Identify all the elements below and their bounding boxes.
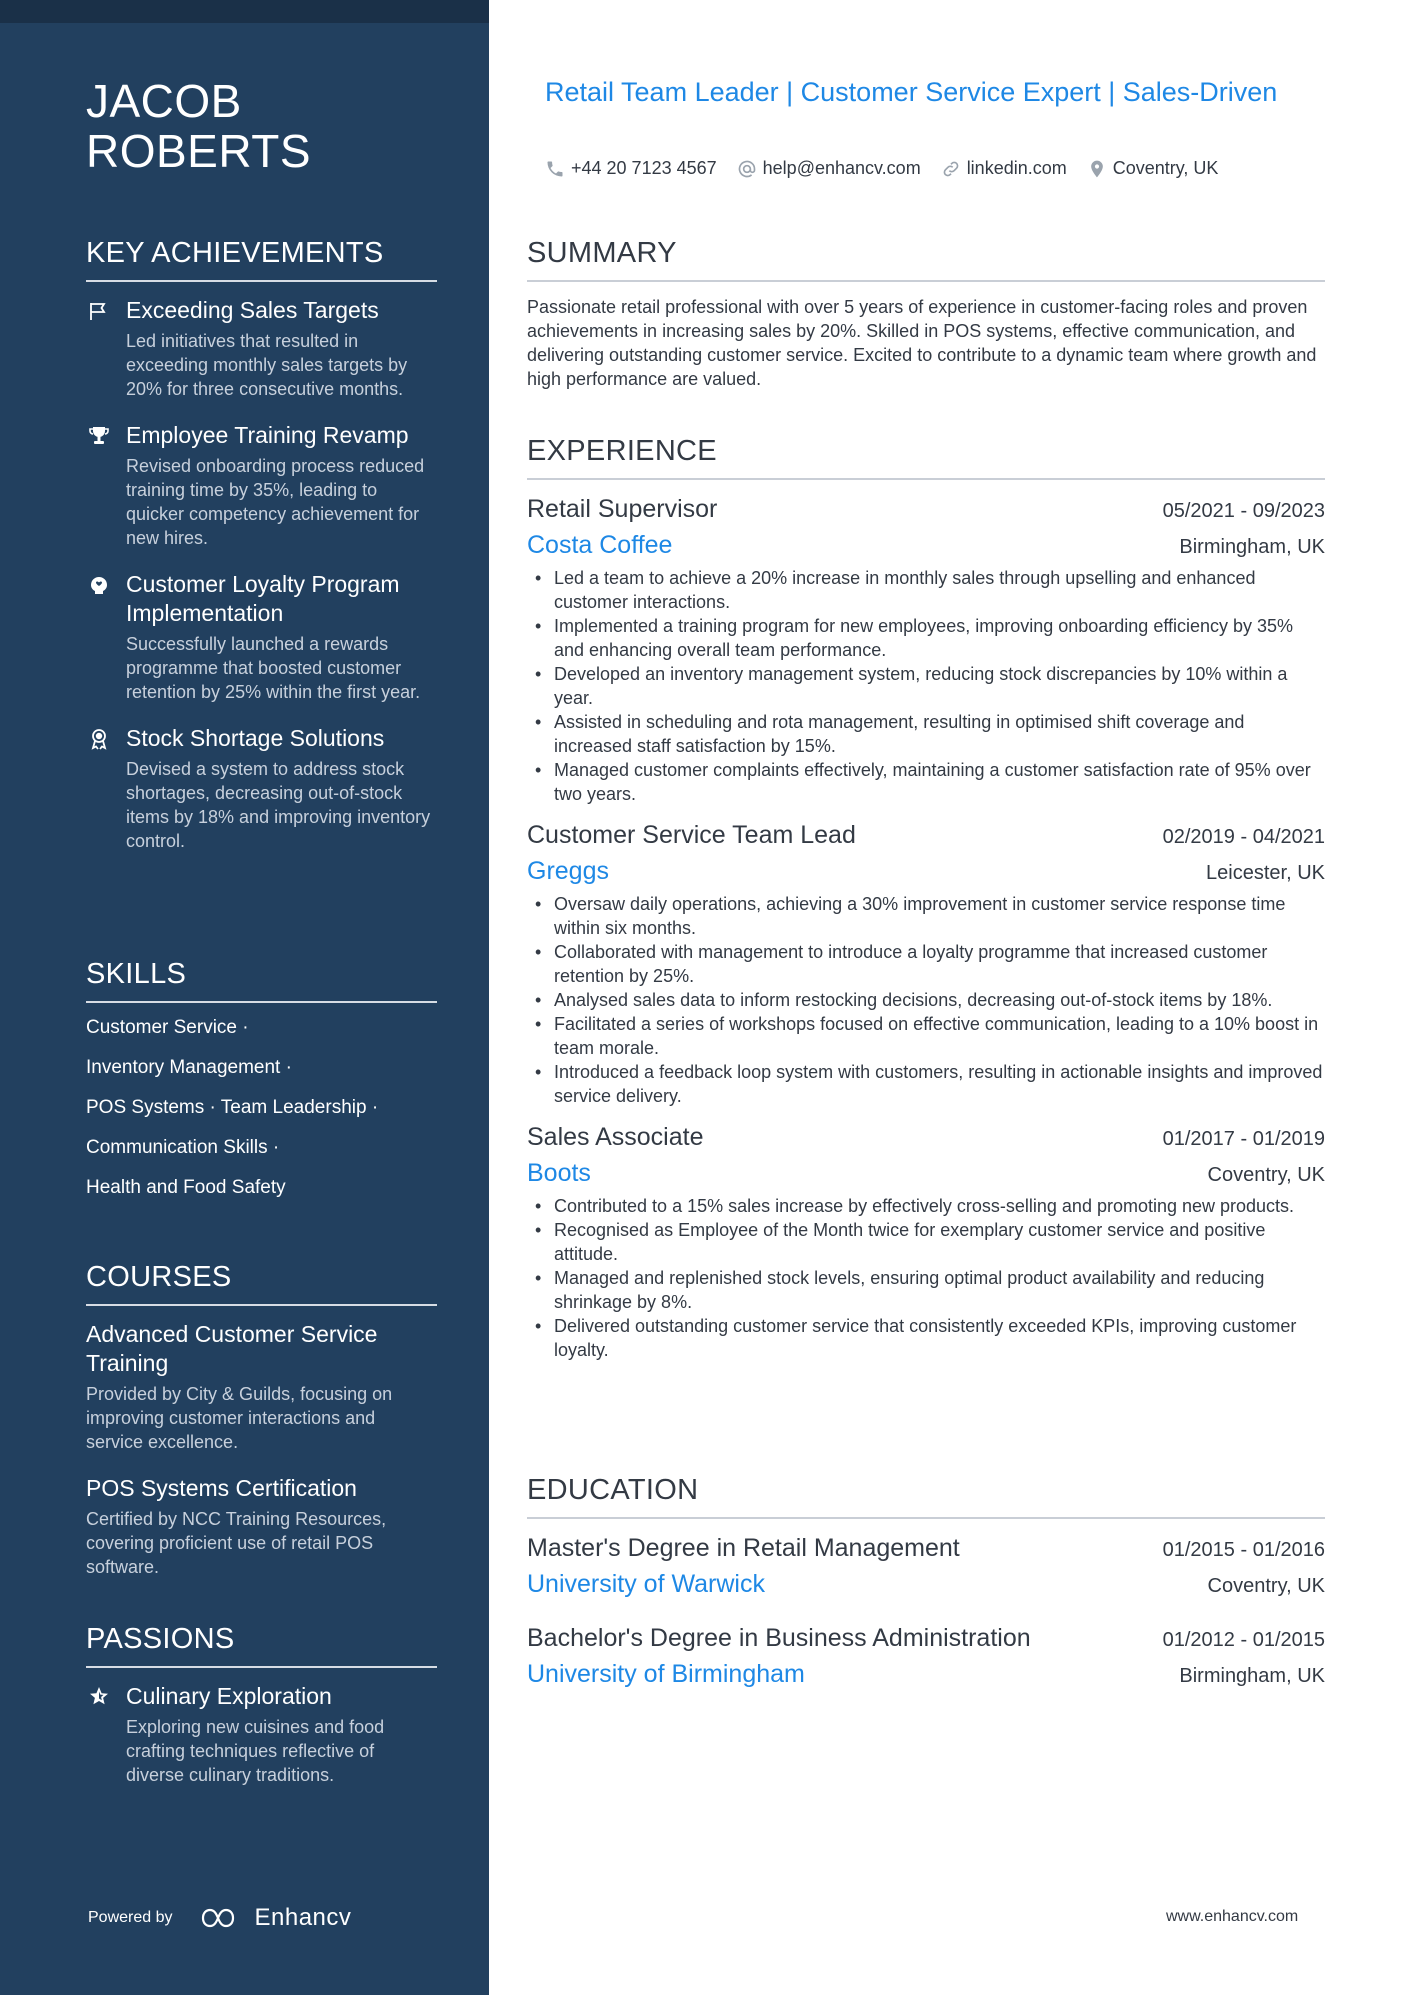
job-bullet: • Collaborated with management to introduce a loyalty programme that increased customer retention by 25%. bbox=[527, 940, 1325, 988]
course-item bbox=[86, 1320, 437, 1454]
contact-bar bbox=[545, 158, 1238, 179]
skill-line: Inventory Management · bbox=[86, 1057, 292, 1078]
job-title: Customer Service Team Lead bbox=[527, 821, 856, 849]
award-icon bbox=[86, 726, 112, 752]
sidebar bbox=[0, 0, 489, 1995]
job-dates: 05/2021 - 09/2023 bbox=[1162, 500, 1325, 522]
contact-location bbox=[1087, 158, 1219, 179]
job-bullets bbox=[527, 892, 1325, 1108]
job-bullet: • Introduced a feedback loop system with customers, resulting in actionable insights and improved service delivery. bbox=[527, 1060, 1325, 1108]
passions-section bbox=[86, 1622, 437, 1787]
achievement-item bbox=[86, 724, 437, 853]
education-heading: EDUCATION bbox=[527, 1473, 1325, 1519]
tagline: Retail Team Leader | Customer Service Expert | Sales-Driven bbox=[545, 77, 1278, 107]
education-dates: 01/2015 - 01/2016 bbox=[1162, 1539, 1325, 1561]
education-dates: 01/2012 - 01/2015 bbox=[1162, 1629, 1325, 1651]
trophy-icon bbox=[86, 423, 112, 449]
job-entry bbox=[527, 818, 1325, 1108]
course-title: POS Systems Certification bbox=[86, 1475, 357, 1501]
flag-icon bbox=[86, 298, 112, 324]
achievement-item bbox=[86, 570, 437, 704]
heart-hand-icon bbox=[86, 572, 112, 598]
job-bullet: • Managed customer complaints effectively, maintaining a customer satisfaction rate of 95% over two years. bbox=[527, 758, 1325, 806]
phone-icon bbox=[545, 159, 565, 179]
job-bullets bbox=[527, 1194, 1325, 1362]
job-title: Sales Associate bbox=[527, 1123, 704, 1151]
link-icon bbox=[941, 159, 961, 179]
achievement-title: Customer Loyalty Program Implementation bbox=[126, 571, 400, 626]
star-hand-icon bbox=[86, 1684, 112, 1710]
education-location: Coventry, UK bbox=[1207, 1575, 1325, 1597]
skills-section bbox=[86, 957, 437, 1215]
location-icon bbox=[1087, 159, 1107, 179]
course-desc: Provided by City & Guilds, focusing on improving customer interactions and service excellence. bbox=[86, 1384, 393, 1452]
job-dates: 01/2017 - 01/2019 bbox=[1162, 1128, 1325, 1150]
summary-text: Passionate retail professional with over 5 years of experience in customer-facing roles and proven achievements in increasing sales by 20%. Skilled in POS systems, effective communication, and delivering outstanding customer service. Excited to contribute to a dynamic team where growth and high performance are valued. bbox=[527, 297, 1317, 389]
passion-title: Culinary Exploration bbox=[126, 1683, 332, 1709]
skill-line: Communication Skills · bbox=[86, 1137, 280, 1158]
contact-linkedin-text: linkedin.com bbox=[966, 158, 1067, 178]
contact-email[interactable] bbox=[737, 158, 921, 179]
job-bullet: • Facilitated a series of workshops focused on effective communication, leading to a 10% boost in team morale. bbox=[527, 1012, 1325, 1060]
contact-linkedin[interactable] bbox=[941, 158, 1067, 179]
degree: Master's Degree in Retail Management bbox=[527, 1534, 960, 1562]
degree: Bachelor's Degree in Business Administration bbox=[527, 1624, 1031, 1652]
job-location: Birmingham, UK bbox=[1179, 536, 1325, 558]
job-bullet: • Implemented a training program for new employees, improving onboarding efficiency by 35% and enhancing overall team performance. bbox=[527, 614, 1325, 662]
candidate-name bbox=[86, 76, 311, 176]
courses-heading: COURSES bbox=[86, 1260, 437, 1306]
achievement-title: Employee Training Revamp bbox=[126, 422, 409, 448]
achievement-desc: Devised a system to address stock shortages, decreasing out-of-stock items by 18% and improving inventory control. bbox=[126, 759, 431, 851]
job-bullet: • Delivered outstanding customer service that consistently exceeded KPIs, improving customer loyalty. bbox=[527, 1314, 1325, 1362]
job-title: Retail Supervisor bbox=[527, 495, 718, 523]
job-bullet: • Managed and replenished stock levels, ensuring optimal product availability and reducing shrinkage by 8%. bbox=[527, 1266, 1325, 1314]
at-icon bbox=[737, 159, 757, 179]
achievement-desc: Successfully launched a rewards programme that boosted customer retention by 25% within the first year. bbox=[126, 634, 421, 702]
summary-section bbox=[527, 236, 1325, 391]
job-bullet: • Assisted in scheduling and rota management, resulting in optimised shift coverage and increased staff satisfaction by 15%. bbox=[527, 710, 1325, 758]
achievements-heading: KEY ACHIEVEMENTS bbox=[86, 236, 437, 282]
job-company: Greggs bbox=[527, 857, 609, 885]
job-dates: 02/2019 - 04/2021 bbox=[1162, 826, 1325, 848]
summary-heading: SUMMARY bbox=[527, 236, 1325, 282]
first-name: JACOB bbox=[86, 75, 242, 127]
job-bullet: • Analysed sales data to inform restocking decisions, decreasing out-of-stock items by 18%. bbox=[527, 988, 1325, 1012]
achievement-title: Stock Shortage Solutions bbox=[126, 725, 385, 751]
passion-item bbox=[86, 1682, 437, 1787]
job-company: Boots bbox=[527, 1159, 591, 1187]
powered-by-label: Powered by bbox=[88, 1909, 173, 1926]
achievement-desc: Led initiatives that resulted in exceeding monthly sales targets by 20% for three consecutive months. bbox=[126, 331, 408, 399]
job-bullets bbox=[527, 566, 1325, 806]
education-entry bbox=[527, 1621, 1325, 1693]
powered-by bbox=[88, 1904, 351, 1932]
skills-heading: SKILLS bbox=[86, 957, 437, 1003]
achievement-item bbox=[86, 421, 437, 550]
enhancv-logo[interactable] bbox=[199, 1904, 352, 1932]
enhancv-brand: Enhancv bbox=[254, 1904, 352, 1931]
course-title: Advanced Customer Service Training bbox=[86, 1321, 378, 1376]
achievements-section bbox=[86, 236, 437, 853]
job-bullet: • Oversaw daily operations, achieving a 30% improvement in customer service response time within six months. bbox=[527, 892, 1325, 940]
skill-line: POS Systems · Team Leadership · bbox=[86, 1097, 379, 1118]
skills-list bbox=[86, 1015, 437, 1200]
passions-heading: PASSIONS bbox=[86, 1622, 437, 1668]
job-entry bbox=[527, 1120, 1325, 1362]
footer-url[interactable]: www.enhancv.com bbox=[1166, 1908, 1299, 1925]
contact-location-text: Coventry, UK bbox=[1112, 158, 1219, 178]
courses-section bbox=[86, 1260, 437, 1579]
education-location: Birmingham, UK bbox=[1179, 1665, 1325, 1687]
job-bullet: • Contributed to a 15% sales increase by effectively cross-selling and promoting new products. bbox=[527, 1194, 1325, 1218]
job-location: Leicester, UK bbox=[1206, 862, 1325, 884]
achievement-item bbox=[86, 296, 437, 401]
contact-phone-text: +44 20 7123 4567 bbox=[571, 158, 717, 178]
enhancv-logo-icon bbox=[199, 1905, 247, 1931]
course-item bbox=[86, 1474, 437, 1579]
passion-desc: Exploring new cuisines and food crafting techniques reflective of diverse culinary traditions. bbox=[126, 1717, 385, 1785]
job-bullet: • Recognised as Employee of the Month twice for exemplary customer service and positive attitude. bbox=[527, 1218, 1325, 1266]
school: University of Warwick bbox=[527, 1570, 765, 1598]
school: University of Birmingham bbox=[527, 1660, 805, 1688]
job-bullet: • Led a team to achieve a 20% increase in monthly sales through upselling and enhanced customer interactions. bbox=[527, 566, 1325, 614]
last-name: ROBERTS bbox=[86, 125, 312, 177]
education-entry bbox=[527, 1531, 1325, 1603]
education-section bbox=[527, 1473, 1325, 1693]
contact-email-text: help@enhancv.com bbox=[762, 158, 921, 178]
achievement-desc: Revised onboarding process reduced training time by 35%, leading to quicker competency achievement for new hires. bbox=[126, 456, 425, 548]
job-location: Coventry, UK bbox=[1207, 1164, 1325, 1186]
job-bullet: • Developed an inventory management system, reducing stock discrepancies by 10% within a year. bbox=[527, 662, 1325, 710]
job-company: Costa Coffee bbox=[527, 531, 673, 559]
skill-line: Health and Food Safety bbox=[86, 1177, 286, 1198]
contact-phone[interactable] bbox=[545, 158, 717, 179]
course-desc: Certified by NCC Training Resources, covering proficient use of retail POS software. bbox=[86, 1509, 387, 1577]
skill-line: Customer Service · bbox=[86, 1017, 249, 1038]
sidebar-top-bar bbox=[0, 0, 489, 23]
job-entry bbox=[527, 492, 1325, 806]
experience-section bbox=[527, 434, 1325, 1362]
achievement-title: Exceeding Sales Targets bbox=[126, 297, 379, 323]
experience-heading: EXPERIENCE bbox=[527, 434, 1325, 480]
